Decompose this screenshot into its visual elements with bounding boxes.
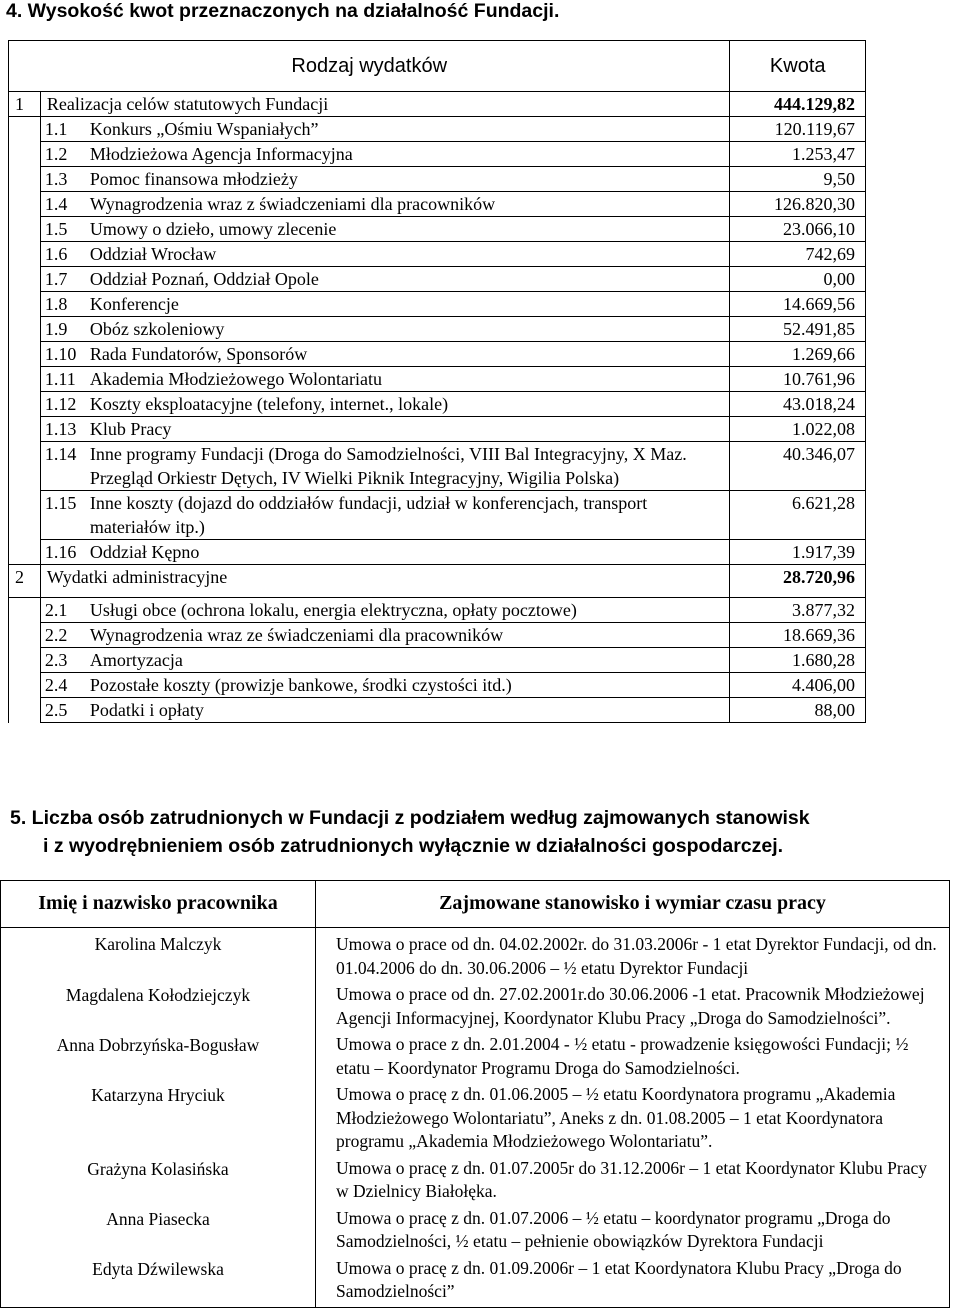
employee-name: Anna Piasecka — [1, 1207, 316, 1257]
expense-item — [40, 698, 730, 723]
expense-item — [40, 317, 730, 342]
item-label: Akademia Młodzieżowego Wolontariatu — [89, 369, 383, 389]
item-label: Oddział Kępno — [89, 542, 200, 562]
item-label: Usługi obce (ochrona lokalu, energia elektryczna, opłaty pocztowe) — [89, 600, 577, 620]
expense-item-row — [9, 267, 866, 292]
header-position: Zajmowane stanowisko i wymiar czasu pracy — [316, 881, 950, 928]
group-amount: 28.720,96 — [730, 565, 866, 598]
item-amount: 52.491,85 — [730, 317, 866, 342]
blank-cell — [9, 540, 41, 565]
expense-item-row — [9, 117, 866, 142]
item-number: 1.14 — [44, 444, 77, 464]
item-number: 2.3 — [44, 650, 68, 670]
item-number: 1.3 — [44, 169, 68, 189]
item-number: 1.10 — [44, 344, 77, 364]
expense-item — [40, 598, 730, 623]
blank-cell — [9, 417, 41, 442]
item-amount: 18.669,36 — [730, 623, 866, 648]
employee-name: Karolina Malczyk — [1, 928, 316, 984]
expense-item-row — [9, 540, 866, 565]
employee-name: Magdalena Kołodziejczyk — [1, 983, 316, 1033]
item-label: Młodzieżowa Agencja Informacyjna — [89, 144, 353, 164]
expense-item — [40, 267, 730, 292]
blank-cell — [9, 292, 41, 317]
expense-item — [40, 242, 730, 267]
expense-item — [40, 167, 730, 192]
item-amount: 120.119,67 — [730, 117, 866, 142]
expense-item-row — [9, 192, 866, 217]
expense-item — [40, 392, 730, 417]
employee-name: Anna Dobrzyńska-Bogusław — [1, 1033, 316, 1083]
employee-name: Grażyna Kolasińska — [1, 1157, 316, 1207]
employee-position: Umowa o pracę z dn. 01.09.2006r – 1 etat Koordynatora Klubu Pracy „Droga do Samodzielności” — [316, 1257, 950, 1308]
blank-cell — [9, 342, 41, 367]
expense-item — [40, 673, 730, 698]
header-amount: Kwota — [730, 41, 866, 92]
employee-position: Umowa o prace od dn. 04.02.2002r. do 31.03.2006r - 1 etat Dyrektor Fundacji, od dn. 01.04.2006 do dn. 30.06.2006 – ½ etatu Dyrektor Fundacji — [316, 928, 950, 984]
item-number: 2.1 — [44, 600, 68, 620]
item-amount: 9,50 — [730, 167, 866, 192]
expense-group-row — [9, 92, 866, 117]
blank-cell — [9, 192, 41, 217]
employee-position: Umowa o pracę z dn. 01.07.2005r do 31.12.2006r – 1 etat Koordynator Klubu Pracy w Dzielnicy Białołęka. — [316, 1157, 950, 1207]
expense-item — [40, 442, 730, 491]
staff-row — [1, 1083, 950, 1157]
staff-row — [1, 1207, 950, 1257]
expense-item-row — [9, 317, 866, 342]
item-number: 1.16 — [44, 542, 77, 562]
section5-title-line1: 5. Liczba osób zatrudnionych w Fundacji z podziałem według zajmowanych stanowisk — [10, 807, 810, 829]
employee-position: Umowa o prace od dn. 27.02.2001r.do 30.06.2006 -1 etat. Pracownik Młodzieżowej Agencji Informacyjnej, Koordynator Klubu Pracy „Droga do Samodzielności”. — [316, 983, 950, 1033]
blank-cell — [9, 317, 41, 342]
staff-row — [1, 1157, 950, 1207]
blank-cell — [9, 648, 41, 673]
item-label: Pozostałe koszty (prowizje bankowe, środki czystości itd.) — [89, 675, 512, 695]
staff-row — [1, 1257, 950, 1308]
expense-item-row — [9, 242, 866, 267]
item-number: 1.1 — [44, 119, 68, 139]
expense-item-row — [9, 392, 866, 417]
item-label: Wynagrodzenia wraz ze świadczeniami dla pracowników — [89, 625, 504, 645]
blank-cell — [9, 117, 41, 142]
section5-title-line2: i z wyodrębnieniem osób zatrudnionych wyłącznie w działalności gospodarczej. — [43, 835, 784, 857]
item-number: 1.11 — [44, 369, 76, 389]
group-number: 1 — [9, 92, 41, 117]
item-label: Obóz szkoleniowy — [89, 319, 225, 339]
expense-item — [40, 142, 730, 167]
group-label-text: Wydatki administracyjne — [46, 567, 228, 587]
item-number: 1.5 — [44, 219, 68, 239]
item-label: Konkurs „Ośmiu Wspaniałych” — [89, 119, 319, 139]
blank-cell — [9, 598, 41, 623]
section4-title: 4. Wysokość kwot przeznaczonych na działalność Fundacji. — [6, 0, 560, 22]
blank-cell — [9, 217, 41, 242]
blank-cell — [9, 673, 41, 698]
employee-position: Umowa o pracę z dn. 01.07.2006 – ½ etatu – koordynator programu „Droga do Samodzielności, ½ etatu – pełnienie obowiązków Dyrektora Fundacji — [316, 1207, 950, 1257]
expense-item-row — [9, 648, 866, 673]
item-label: Amortyzacja — [89, 650, 183, 670]
item-label: Koszty eksploatacyjne (telefony, internet., lokale) — [89, 394, 449, 414]
item-amount: 14.669,56 — [730, 292, 866, 317]
group-label — [40, 565, 730, 598]
expense-item-row — [9, 142, 866, 167]
item-label: Klub Pracy — [89, 419, 172, 439]
staff-table — [0, 880, 950, 1308]
staff-row — [1, 983, 950, 1033]
expense-item-row — [9, 217, 866, 242]
expenses-header-row — [9, 41, 866, 92]
expense-item — [40, 367, 730, 392]
expense-item — [40, 491, 730, 540]
staff-header-row — [1, 881, 950, 928]
header-employee-name: Imię i nazwisko pracownika — [1, 881, 316, 928]
expense-item — [40, 117, 730, 142]
item-number: 1.4 — [44, 194, 68, 214]
expense-item — [40, 540, 730, 565]
blank-cell — [9, 442, 41, 491]
expense-item-row — [9, 598, 866, 623]
item-amount: 4.406,00 — [730, 673, 866, 698]
employee-name: Edyta Dźwilewska — [1, 1257, 316, 1308]
item-number: 1.9 — [44, 319, 68, 339]
expense-item — [40, 342, 730, 367]
item-amount: 1.269,66 — [730, 342, 866, 367]
blank-cell — [9, 392, 41, 417]
blank-cell — [9, 367, 41, 392]
item-number: 1.6 — [44, 244, 68, 264]
blank-cell — [9, 491, 41, 540]
item-amount: 1.680,28 — [730, 648, 866, 673]
expense-item-row — [9, 292, 866, 317]
expense-item — [40, 192, 730, 217]
item-label: Inne programy Fundacji (Droga do Samodzielności, VIII Bal Integracyjny, X Maz. Przegląd Orkiestr Dętych, IV Wielki Piknik Integracyjny, Wigilia Polska) — [89, 444, 687, 488]
expense-item-row — [9, 442, 866, 491]
expense-item — [40, 292, 730, 317]
item-number: 1.7 — [44, 269, 68, 289]
expense-item-row — [9, 367, 866, 392]
expenses-table — [8, 40, 866, 723]
item-label: Oddział Poznań, Oddział Opole — [89, 269, 319, 289]
item-amount: 6.621,28 — [730, 491, 866, 540]
blank-cell — [9, 167, 41, 192]
expense-item — [40, 623, 730, 648]
item-amount: 3.877,32 — [730, 598, 866, 623]
expense-item — [40, 217, 730, 242]
item-label: Rada Fundatorów, Sponsorów — [89, 344, 308, 364]
item-label: Umowy o dzieło, umowy zlecenie — [89, 219, 337, 239]
blank-cell — [9, 242, 41, 267]
employee-position: Umowa o prace z dn. 2.01.2004 - ½ etatu - prowadzenie księgowości Fundacji; ½ etatu – Koordynator Programu Droga do Samodzielności. — [316, 1033, 950, 1083]
item-number: 1.13 — [44, 419, 77, 439]
group-number: 2 — [9, 565, 41, 598]
group-label: Realizacja celów statutowych Fundacji — [40, 92, 730, 117]
employee-position: Umowa o pracę z dn. 01.06.2005 – ½ etatu Koordynatora programu „Akademia Młodzieżowego Wolontariatu”, Aneks z dn. 01.08.2005 – 1 etat Koordynatora programu „Akademia Młodzieżowego Wolontariatu”. — [316, 1083, 950, 1157]
item-label: Pomoc finansowa młodzieży — [89, 169, 298, 189]
section5-title — [10, 804, 810, 860]
item-number: 2.2 — [44, 625, 68, 645]
expense-item-row — [9, 623, 866, 648]
item-amount: 742,69 — [730, 242, 866, 267]
header-expense-type: Rodzaj wydatków — [9, 41, 730, 92]
item-amount: 126.820,30 — [730, 192, 866, 217]
blank-cell — [9, 142, 41, 167]
expense-item-row — [9, 491, 866, 540]
item-number: 1.12 — [44, 394, 77, 414]
group-amount: 444.129,82 — [730, 92, 866, 117]
expense-item-row — [9, 417, 866, 442]
item-amount: 1.253,47 — [730, 142, 866, 167]
expense-item-row — [9, 673, 866, 698]
item-amount: 10.761,96 — [730, 367, 866, 392]
staff-row — [1, 928, 950, 984]
item-label: Podatki i opłaty — [89, 700, 204, 720]
item-amount: 23.066,10 — [730, 217, 866, 242]
item-amount: 43.018,24 — [730, 392, 866, 417]
item-number: 1.2 — [44, 144, 68, 164]
item-amount: 1.917,39 — [730, 540, 866, 565]
item-number: 2.5 — [44, 700, 68, 720]
item-amount: 88,00 — [730, 698, 866, 723]
expense-item-row — [9, 167, 866, 192]
item-label: Inne koszty (dojazd do oddziałów fundacji, udział w konferencjach, transport materiałów itp.) — [89, 493, 648, 537]
expense-item-row — [9, 342, 866, 367]
blank-cell — [9, 267, 41, 292]
expense-item — [40, 648, 730, 673]
item-label: Konferencje — [89, 294, 179, 314]
item-number: 2.4 — [44, 675, 68, 695]
staff-row — [1, 1033, 950, 1083]
expense-item-row — [9, 698, 866, 723]
item-label: Oddział Wrocław — [89, 244, 217, 264]
expense-group-row — [9, 565, 866, 598]
item-amount: 1.022,08 — [730, 417, 866, 442]
item-amount: 40.346,07 — [730, 442, 866, 491]
item-amount: 0,00 — [730, 267, 866, 292]
item-number: 1.15 — [44, 493, 77, 513]
item-number: 1.8 — [44, 294, 68, 314]
blank-cell — [9, 623, 41, 648]
blank-cell — [9, 698, 41, 723]
employee-name: Katarzyna Hryciuk — [1, 1083, 316, 1157]
expense-item — [40, 417, 730, 442]
item-label: Wynagrodzenia wraz z świadczeniami dla pracowników — [89, 194, 496, 214]
